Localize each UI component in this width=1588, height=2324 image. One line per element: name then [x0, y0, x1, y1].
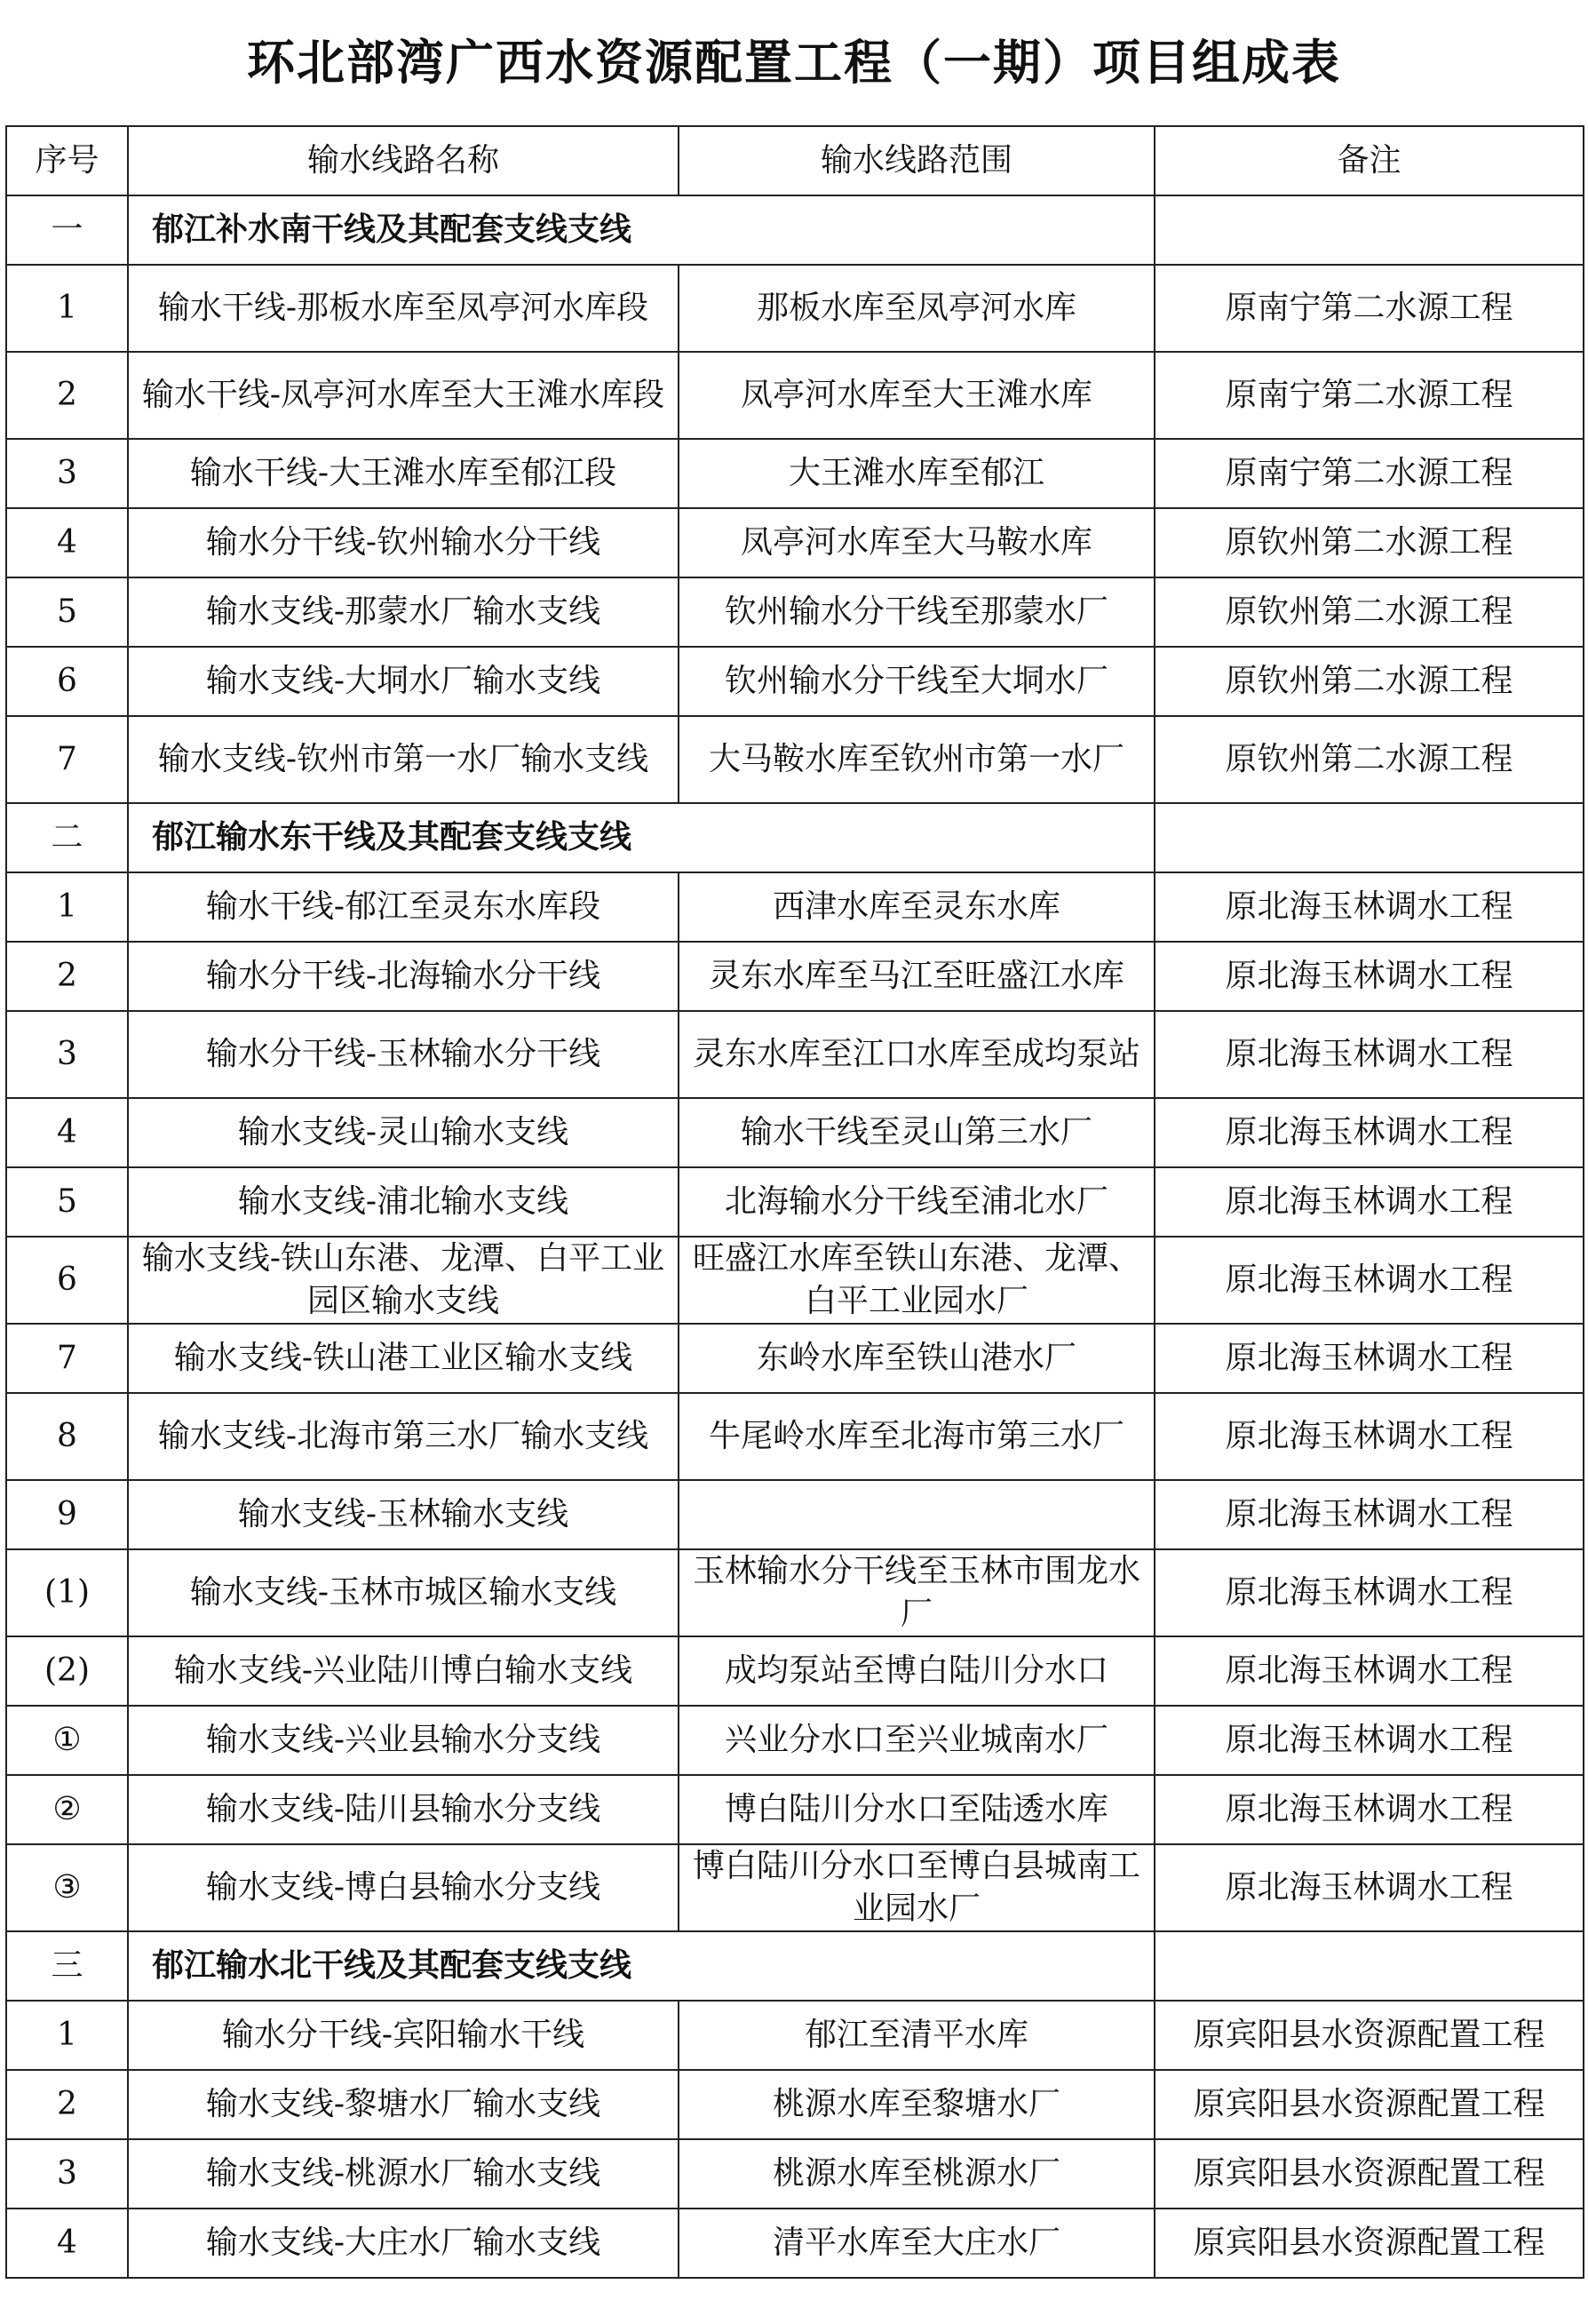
- row-note: 原北海玉林调水工程: [1155, 872, 1584, 942]
- project-composition-table: [5, 125, 1584, 2279]
- row-note: [1155, 803, 1584, 872]
- section-row: [6, 195, 1584, 265]
- table-row: [6, 352, 1584, 439]
- section-title: 郁江补水南干线及其配套支线支线: [128, 195, 1155, 265]
- section-row: [6, 1931, 1584, 2001]
- row-line-name: 输水支线-钦州市第一水厂输水支线: [128, 716, 679, 803]
- row-line-name: 输水干线-那板水库至凤亭河水库段: [128, 265, 679, 352]
- table-row: [6, 1480, 1584, 1549]
- row-line-name: 输水干线-大王滩水库至郁江段: [128, 439, 679, 508]
- section-title: 郁江输水东干线及其配套支线支线: [128, 803, 1155, 872]
- row-note: 原北海玉林调水工程: [1155, 1167, 1584, 1237]
- row-line-range: 清平水库至大庄水厂: [679, 2209, 1155, 2278]
- table-row: [6, 1167, 1584, 1237]
- row-number: (1): [6, 1549, 128, 1636]
- row-line-range: 玉林输水分干线至玉林市围龙水厂: [679, 1549, 1155, 1636]
- row-line-name: 输水支线-铁山东港、龙潭、白平工业园区输水支线: [128, 1237, 679, 1324]
- row-number: ①: [6, 1706, 128, 1775]
- row-line-name: 输水支线-大庄水厂输水支线: [128, 2209, 679, 2278]
- row-note: 原北海玉林调水工程: [1155, 1844, 1584, 1931]
- row-line-name: 输水干线-郁江至灵东水库段: [128, 872, 679, 942]
- row-note: 原北海玉林调水工程: [1155, 1706, 1584, 1775]
- table-row: [6, 577, 1584, 647]
- row-number: ③: [6, 1844, 128, 1931]
- row-line-range: 桃源水库至黎塘水厂: [679, 2070, 1155, 2139]
- row-line-range: 灵东水库至马江至旺盛江水库: [679, 942, 1155, 1011]
- row-line-name: 输水支线-兴业陆川博白输水支线: [128, 1636, 679, 1706]
- row-line-range: 灵东水库至江口水库至成均泵站: [679, 1011, 1155, 1098]
- header-cell-name: 输水线路名称: [128, 126, 679, 195]
- row-line-range: 大马鞍水库至钦州市第一水厂: [679, 716, 1155, 803]
- row-line-name: 输水支线-铁山港工业区输水支线: [128, 1324, 679, 1393]
- row-number: 3: [6, 439, 128, 508]
- row-note: 原北海玉林调水工程: [1155, 1011, 1584, 1098]
- row-number: 二: [6, 803, 128, 872]
- row-line-range: 东岭水库至铁山港水厂: [679, 1324, 1155, 1393]
- table-row: [6, 2070, 1584, 2139]
- row-note: 原南宁第二水源工程: [1155, 352, 1584, 439]
- row-note: 原北海玉林调水工程: [1155, 942, 1584, 1011]
- row-line-name: 输水支线-浦北输水支线: [128, 1167, 679, 1237]
- row-number: 5: [6, 1167, 128, 1237]
- row-line-range: 博白陆川分水口至博白县城南工业园水厂: [679, 1844, 1155, 1931]
- table-row: [6, 2209, 1584, 2278]
- table-row: [6, 1324, 1584, 1393]
- section-title: 郁江输水北干线及其配套支线支线: [128, 1931, 1155, 2001]
- row-line-name: 输水支线-黎塘水厂输水支线: [128, 2070, 679, 2139]
- row-note: 原北海玉林调水工程: [1155, 1549, 1584, 1636]
- row-note: 原南宁第二水源工程: [1155, 439, 1584, 508]
- header-cell-range: 输水线路范围: [679, 126, 1155, 195]
- row-note: 原北海玉林调水工程: [1155, 1324, 1584, 1393]
- row-line-name: 输水分干线-玉林输水分干线: [128, 1011, 679, 1098]
- row-line-name: 输水支线-那蒙水厂输水支线: [128, 577, 679, 647]
- row-number: (2): [6, 1636, 128, 1706]
- row-line-name: 输水分干线-钦州输水分干线: [128, 508, 679, 577]
- row-number: 一: [6, 195, 128, 265]
- table-row: [6, 1636, 1584, 1706]
- table-row: [6, 1844, 1584, 1931]
- row-line-range: 输水干线至灵山第三水厂: [679, 1098, 1155, 1167]
- row-line-name: 输水支线-大垌水厂输水支线: [128, 647, 679, 716]
- row-line-range: 凤亭河水库至大王滩水库: [679, 352, 1155, 439]
- header-cell-note: 备注: [1155, 126, 1584, 195]
- row-number: ②: [6, 1775, 128, 1844]
- table-row: [6, 1098, 1584, 1167]
- section-row: [6, 803, 1584, 872]
- row-line-name: 输水支线-玉林输水支线: [128, 1480, 679, 1549]
- row-number: 4: [6, 508, 128, 577]
- row-number: 2: [6, 2070, 128, 2139]
- row-note: 原北海玉林调水工程: [1155, 1636, 1584, 1706]
- table-row: [6, 508, 1584, 577]
- row-number: 7: [6, 1324, 128, 1393]
- row-note: 原钦州第二水源工程: [1155, 577, 1584, 647]
- row-note: 原宾阳县水资源配置工程: [1155, 2209, 1584, 2278]
- row-note: 原南宁第二水源工程: [1155, 265, 1584, 352]
- table-row: [6, 1393, 1584, 1480]
- row-number: 9: [6, 1480, 128, 1549]
- table-row: [6, 1706, 1584, 1775]
- header-cell-no: 序号: [6, 126, 128, 195]
- row-line-name: 输水支线-灵山输水支线: [128, 1098, 679, 1167]
- row-line-range: [679, 1480, 1155, 1549]
- row-note: 原钦州第二水源工程: [1155, 508, 1584, 577]
- row-note: 原宾阳县水资源配置工程: [1155, 2001, 1584, 2070]
- page-title: 环北部湾广西水资源配置工程（一期）项目组成表: [247, 35, 1341, 91]
- row-line-name: 输水支线-北海市第三水厂输水支线: [128, 1393, 679, 1480]
- row-note: 原宾阳县水资源配置工程: [1155, 2070, 1584, 2139]
- row-note: 原北海玉林调水工程: [1155, 1237, 1584, 1324]
- row-line-range: 钦州输水分干线至那蒙水厂: [679, 577, 1155, 647]
- table-body: [6, 195, 1584, 2278]
- row-line-name: 输水支线-兴业县输水分支线: [128, 1706, 679, 1775]
- row-note: 原北海玉林调水工程: [1155, 1393, 1584, 1480]
- table-row: [6, 1775, 1584, 1844]
- table-row: [6, 2001, 1584, 2070]
- row-note: 原北海玉林调水工程: [1155, 1098, 1584, 1167]
- row-line-name: 输水分干线-宾阳输水干线: [128, 2001, 679, 2070]
- row-line-range: 兴业分水口至兴业城南水厂: [679, 1706, 1155, 1775]
- table-row: [6, 716, 1584, 803]
- row-number: 7: [6, 716, 128, 803]
- row-number: 4: [6, 1098, 128, 1167]
- row-line-range: 郁江至清平水库: [679, 2001, 1155, 2070]
- row-line-range: 大王滩水库至郁江: [679, 439, 1155, 508]
- table-row: [6, 1237, 1584, 1324]
- row-line-name: 输水支线-陆川县输水分支线: [128, 1775, 679, 1844]
- row-line-range: 钦州输水分干线至大垌水厂: [679, 647, 1155, 716]
- row-note: [1155, 1931, 1584, 2001]
- row-number: 1: [6, 2001, 128, 2070]
- row-note: 原钦州第二水源工程: [1155, 647, 1584, 716]
- table-row: [6, 1549, 1584, 1636]
- row-line-range: 旺盛江水库至铁山东港、龙潭、白平工业园水厂: [679, 1237, 1155, 1324]
- table-row: [6, 2139, 1584, 2209]
- row-note: 原钦州第二水源工程: [1155, 716, 1584, 803]
- table-row: [6, 647, 1584, 716]
- row-line-name: 输水支线-桃源水厂输水支线: [128, 2139, 679, 2209]
- row-note: [1155, 195, 1584, 265]
- row-line-name: 输水支线-玉林市城区输水支线: [128, 1549, 679, 1636]
- row-number: 1: [6, 265, 128, 352]
- row-line-name: 输水支线-博白县输水分支线: [128, 1844, 679, 1931]
- row-line-range: 北海输水分干线至浦北水厂: [679, 1167, 1155, 1237]
- row-number: 3: [6, 2139, 128, 2209]
- row-number: 4: [6, 2209, 128, 2278]
- table-row: [6, 1011, 1584, 1098]
- row-line-name: 输水干线-凤亭河水库至大王滩水库段: [128, 352, 679, 439]
- row-line-name: 输水分干线-北海输水分干线: [128, 942, 679, 1011]
- row-line-range: 西津水库至灵东水库: [679, 872, 1155, 942]
- row-line-range: 成均泵站至博白陆川分水口: [679, 1636, 1155, 1706]
- row-number: 8: [6, 1393, 128, 1480]
- table-row: [6, 439, 1584, 508]
- row-number: 6: [6, 1237, 128, 1324]
- row-line-range: 牛尾岭水库至北海市第三水厂: [679, 1393, 1155, 1480]
- row-line-range: 凤亭河水库至大马鞍水库: [679, 508, 1155, 577]
- table-row: [6, 265, 1584, 352]
- row-number: 2: [6, 352, 128, 439]
- row-note: 原宾阳县水资源配置工程: [1155, 2139, 1584, 2209]
- header-row: [6, 126, 1584, 195]
- row-number: 2: [6, 942, 128, 1011]
- table-row: [6, 942, 1584, 1011]
- row-number: 6: [6, 647, 128, 716]
- row-number: 三: [6, 1931, 128, 2001]
- row-line-range: 博白陆川分水口至陆透水库: [679, 1775, 1155, 1844]
- row-number: 1: [6, 872, 128, 942]
- row-number: 5: [6, 577, 128, 647]
- row-line-range: 桃源水库至桃源水厂: [679, 2139, 1155, 2209]
- row-line-range: 那板水库至凤亭河水库: [679, 265, 1155, 352]
- table-row: [6, 872, 1584, 942]
- row-note: 原北海玉林调水工程: [1155, 1775, 1584, 1844]
- row-note: 原北海玉林调水工程: [1155, 1480, 1584, 1549]
- row-number: 3: [6, 1011, 128, 1098]
